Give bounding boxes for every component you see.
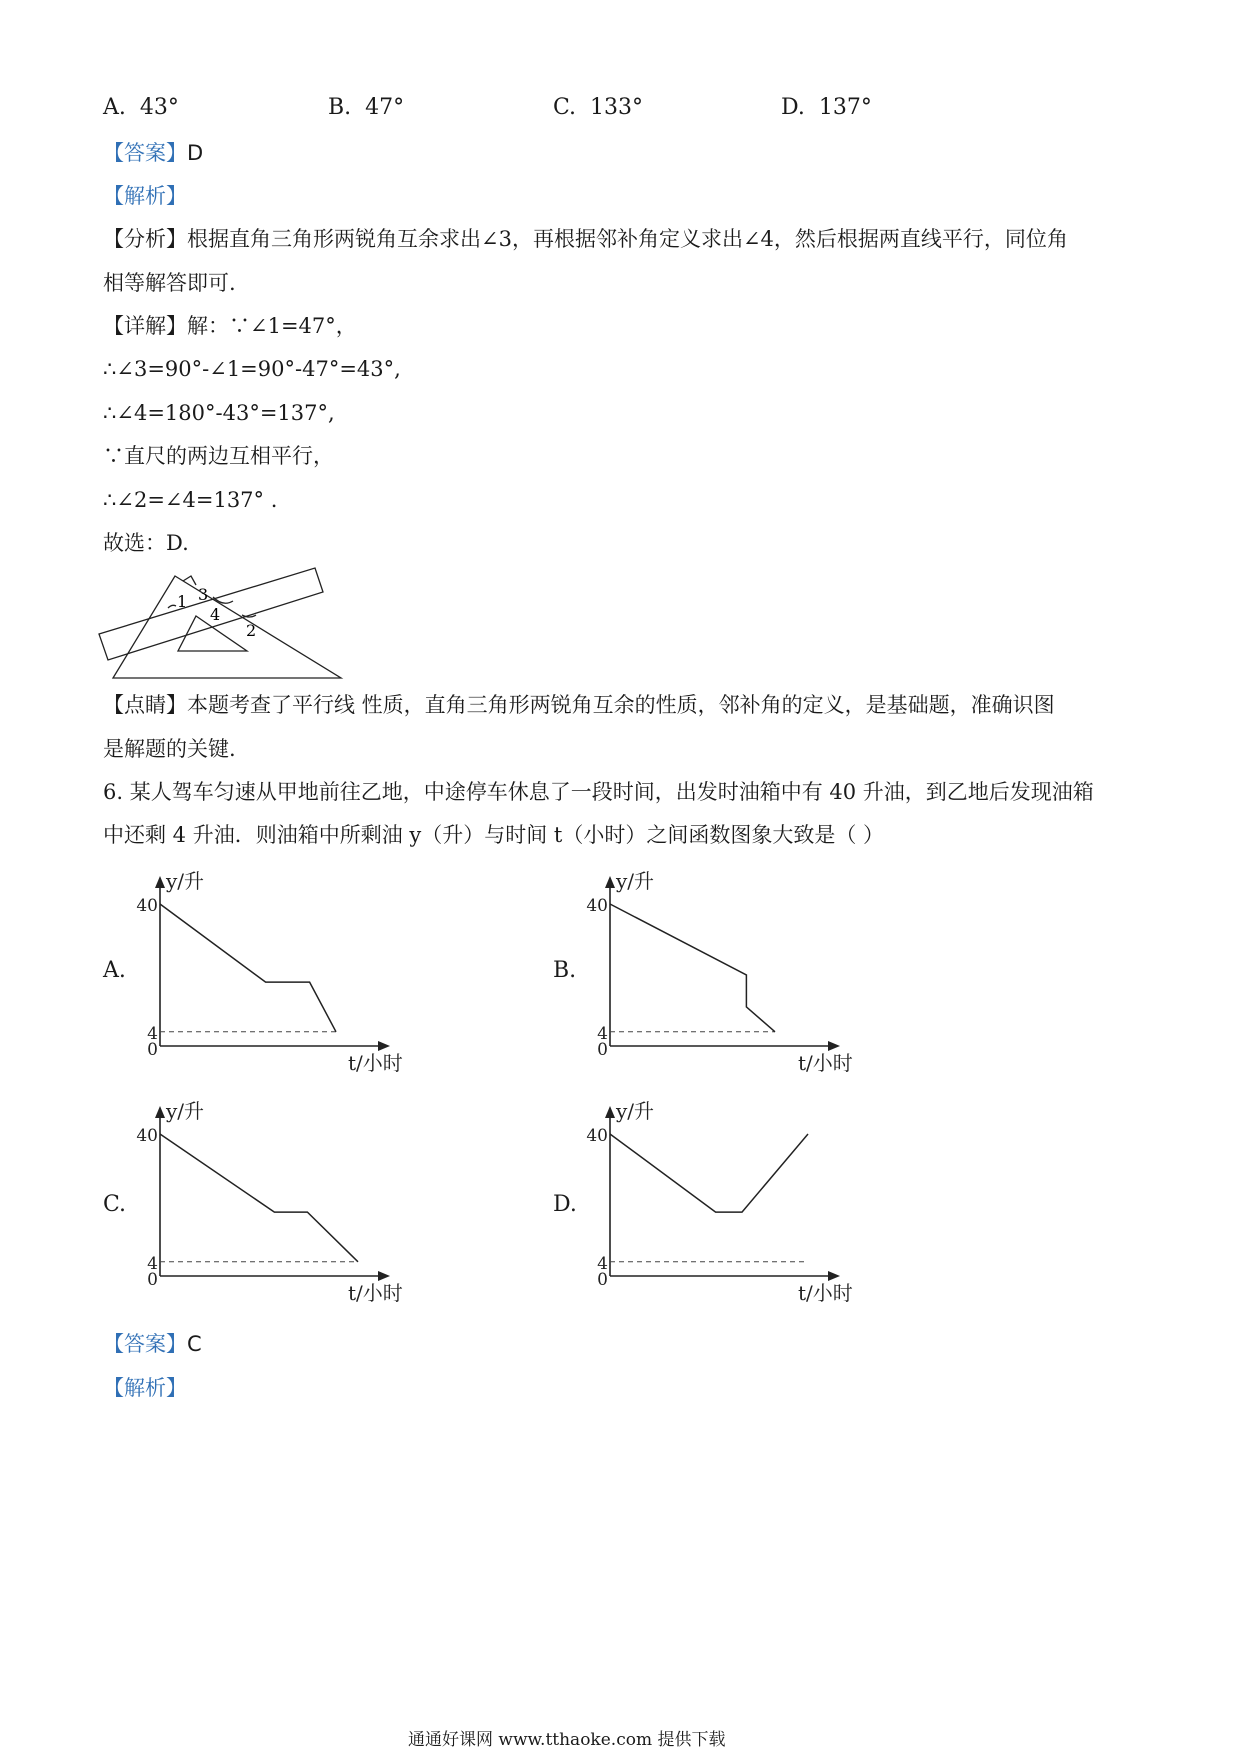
graph-option-d-letter: D. (553, 1192, 577, 1217)
y-axis-arrow (155, 1106, 165, 1118)
origin-label: 0 (597, 1270, 608, 1290)
option-d (781, 95, 872, 121)
jiexi-tag: 【解析】 (103, 184, 187, 208)
fenxi-text: 根据直角三角形两锐角互余求出∠3，再根据邻补角定义求出∠4，然后根据两直线平行，同位角 (187, 227, 1068, 251)
q6-answer-line (103, 1331, 202, 1357)
y-tick-40: 40 (136, 896, 158, 916)
y-axis-arrow (605, 876, 615, 888)
fuel-line (610, 904, 775, 1032)
angle-label-2: 2 (246, 621, 257, 640)
y-axis-arrow (155, 876, 165, 888)
x-axis-arrow (828, 1271, 840, 1281)
graph-option-a (136, 869, 410, 1080)
option-value: 137° (818, 95, 872, 120)
option-a (103, 95, 179, 121)
xiangjie-line-6: 故选：D. (103, 531, 189, 555)
graph-option-a-letter: A. (103, 958, 126, 983)
y-tick-40: 40 (586, 1126, 608, 1146)
origin-label: 0 (147, 1270, 158, 1290)
x-axis-arrow (828, 1041, 840, 1051)
angle-label-4: 4 (210, 605, 221, 624)
q6-line-2: 中还剩 4 升油．则油箱中所剩油 y（升）与时间 t（小时）之间函数图象大致是（ ） (103, 823, 885, 847)
y-axis-label: y/升 (616, 1099, 655, 1123)
option-letter: D. (781, 95, 805, 120)
x-axis-arrow (378, 1271, 390, 1281)
y-tick-4: 4 (147, 1253, 158, 1274)
xiangjie-line-3: ∴∠4=180°-43°=137°, (103, 401, 335, 425)
graph-option-b (586, 869, 860, 1080)
angle-label-1: 1 (177, 592, 188, 611)
footer-watermark: 通通好课网 www.tthaoke.com 提供下载 (408, 1730, 726, 1750)
fuel-line (160, 904, 336, 1032)
dianjing-line-2: 是解题的关键. (103, 737, 236, 761)
answer-line (103, 140, 203, 166)
y-axis-label: y/升 (616, 869, 655, 893)
option-value: 47° (365, 95, 405, 120)
option-c (553, 95, 643, 121)
answer-value: C (187, 1332, 202, 1356)
answer-tag: 【答案】 (103, 1332, 187, 1356)
angle-label-3: 3 (198, 585, 209, 604)
x-axis-arrow (378, 1041, 390, 1051)
dianjing-line-1 (103, 692, 1055, 718)
xiangjie-line-4: ∵直尺的两边互相平行， (103, 444, 334, 468)
dianjing-text: 本题考查了平行线 性质，直角三角形两锐角互余的性质，邻补角的定义，是基础题，准确识图 (187, 693, 1055, 717)
q6-line-1: 6. 某人驾车匀速从甲地前往乙地，中途停车休息了一段时间，出发时油箱中有 40 升油，到乙地后发现油箱 (103, 780, 1094, 804)
xiangjie-line-5: ∴∠2=∠4=137° . (103, 488, 278, 512)
x-axis-label: t/小时 (798, 1281, 853, 1305)
xiangjie-text: 解：∵∠1=47°， (187, 314, 357, 338)
origin-label: 0 (597, 1040, 608, 1060)
y-axis-label: y/升 (166, 869, 205, 893)
dianjing-tag: 【点睛】 (103, 693, 187, 717)
big-triangle (113, 576, 341, 678)
y-tick-4: 4 (597, 1023, 608, 1044)
y-tick-4: 4 (147, 1023, 158, 1044)
option-b (328, 95, 404, 121)
y-axis-label: y/升 (166, 1099, 205, 1123)
option-value: 133° (590, 95, 644, 120)
option-letter: B. (328, 95, 352, 120)
xiangjie-tag: 【详解】 (103, 314, 187, 338)
xiangjie-line-2: ∴∠3=90°-∠1=90°-47°=43°, (103, 357, 401, 381)
angle-1-arc (168, 605, 176, 608)
y-tick-40: 40 (586, 896, 608, 916)
y-axis-arrow (605, 1106, 615, 1118)
option-value: 43° (139, 95, 179, 120)
graph-option-c (136, 1099, 410, 1310)
y-tick-40: 40 (136, 1126, 158, 1146)
x-axis-label: t/小时 (348, 1281, 403, 1305)
graph-option-c-letter: C. (103, 1192, 127, 1217)
right-angle-mark (183, 576, 196, 585)
fuel-line (160, 1134, 358, 1262)
q6-jiexi-tag: 【解析】 (103, 1376, 187, 1400)
y-tick-4: 4 (597, 1253, 608, 1274)
fuel-line (610, 1134, 808, 1212)
option-letter: A. (103, 95, 126, 120)
fenxi-tag: 【分析】 (103, 227, 187, 251)
option-letter: C. (553, 95, 577, 120)
xiangjie-line-1 (103, 313, 357, 339)
fenxi-line-2: 相等解答即可. (103, 271, 236, 295)
graph-option-d (586, 1099, 860, 1310)
x-axis-label: t/小时 (348, 1051, 403, 1075)
fenxi-line-1 (103, 226, 1068, 252)
x-axis-label: t/小时 (798, 1051, 853, 1075)
origin-label: 0 (147, 1040, 158, 1060)
answer-tag: 【答案】 (103, 141, 187, 165)
graph-option-b-letter: B. (553, 958, 577, 983)
ruler-triangle-figure (95, 560, 355, 685)
answer-value: D (187, 141, 204, 165)
